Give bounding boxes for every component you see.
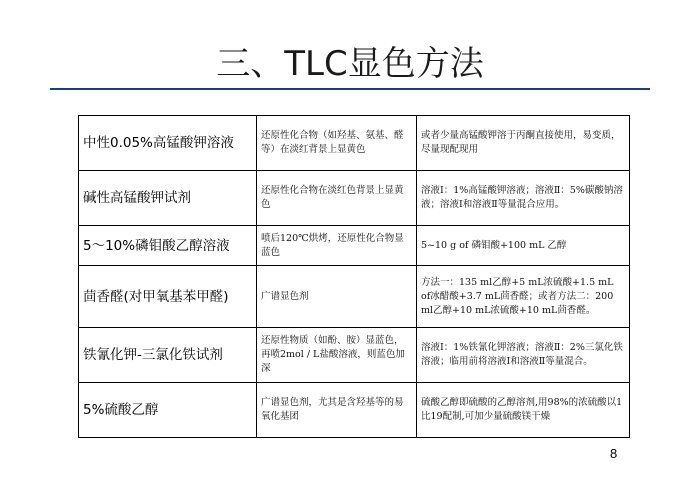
reagent-preparation: 方法一：135 ml乙醇+5 mL浓硫酸+1.5 mL of冰醋酸+3.7 mL茴香醛；或者方法二：200 ml乙醇+10 mL浓硫酸+10 mL茴香醛。 [417, 266, 630, 328]
reagent-description: 广谱显色剂 [257, 266, 417, 328]
reagent-name: 5～10%磷钼酸乙醇溶液 [79, 226, 257, 266]
table-row [79, 328, 630, 383]
reagent-preparation: 溶液Ⅰ：1%高锰酸钾溶液；溶液Ⅱ：5%碳酸钠溶液；溶液Ⅰ和溶液Ⅱ等量混合应用。 [417, 171, 630, 226]
reagent-preparation: 溶液Ⅰ：1%铁氰化钾溶液；溶液Ⅱ：2%三氯化铁溶液；临用前将溶液Ⅰ和溶液Ⅱ等量混合。 [417, 328, 630, 383]
reagent-preparation: 硫酸乙醇即硫酸的乙醇溶剂,用98%的浓硫酸以1比19配制,可加少量硫酸镁干燥 [417, 383, 630, 438]
title-underline [50, 88, 650, 90]
reagent-description: 喷后120℃烘烤，还原性化合物显蓝色 [257, 226, 417, 266]
reagent-preparation: 或者少量高锰酸钾溶于丙酮直接使用，易变质，尽量现配现用 [417, 116, 630, 171]
reagent-description: 还原性物质（如酚、胺）显蓝色，再喷2mol / L盐酸溶液，则蓝色加深 [257, 328, 417, 383]
table-row [79, 226, 630, 266]
reagent-name: 碱性高锰酸钾试剂 [79, 171, 257, 226]
reagent-description: 还原性化合物在淡红色背景上显黄色 [257, 171, 417, 226]
table-row [79, 266, 630, 328]
reagent-description: 还原性化合物（如羟基、氨基、醛等）在淡红背景上显黄色 [257, 116, 417, 171]
reagent-name: 茴香醛(对甲氧基苯甲醛) [79, 266, 257, 328]
reagent-description: 广谱显色剂，尤其是含羟基等的易氧化基团 [257, 383, 417, 438]
reagent-name: 5%硫酸乙醇 [79, 383, 257, 438]
reagent-name: 中性0.05%高锰酸钾溶液 [79, 116, 257, 171]
tlc-method-table [78, 115, 630, 438]
reagent-preparation: 5~10 g of 磷钼酸+100 mL 乙醇 [417, 226, 630, 266]
table-row [79, 171, 630, 226]
table-row [79, 383, 630, 438]
reagent-name: 铁氰化钾-三氯化铁试剂 [79, 328, 257, 383]
table-row [79, 116, 630, 171]
page-number: 8 [610, 446, 618, 461]
slide-title: 三、TLC显色方法 [216, 44, 484, 84]
